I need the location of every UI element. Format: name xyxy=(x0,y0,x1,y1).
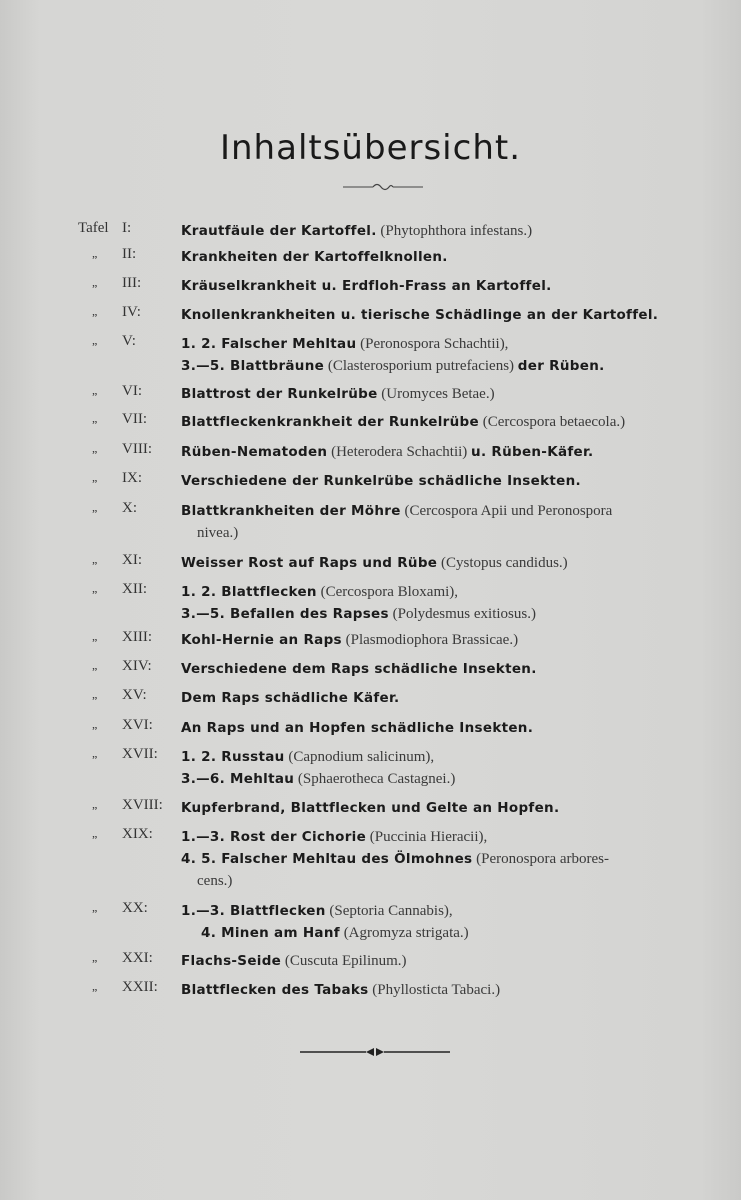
species-text: (Capnodium salicinum), xyxy=(284,749,435,765)
plate-number: XXII: xyxy=(122,979,158,995)
plate-number: IX: xyxy=(122,470,142,486)
subject-text: Verschiedene dem Raps schädliche Insekten. xyxy=(181,661,537,677)
subject-text: der Rüben. xyxy=(517,358,605,374)
description-line xyxy=(181,333,701,355)
subject-text: 3.—5. Blattbräune xyxy=(181,358,325,374)
plate-prefix: „ xyxy=(92,470,98,484)
plate-description xyxy=(181,275,701,297)
plate-number: VI: xyxy=(122,383,142,399)
description-line xyxy=(181,411,701,433)
description-line xyxy=(181,950,701,972)
plate-number: XVII: xyxy=(122,746,158,762)
subject-text: Kräuselkrankheit u. Erdfloh-Frass an Kartoffel. xyxy=(181,278,552,294)
subject-text: 1. 2. Russtau xyxy=(181,749,285,765)
species-text: (Uromyces Betae.) xyxy=(377,386,495,402)
subject-text: Rüben-Nematoden xyxy=(181,444,328,460)
plate-description xyxy=(181,470,701,492)
subject-text: Blattkrankheiten der Möhre xyxy=(181,503,401,519)
species-text: (Clasterosporium putrefaciens) xyxy=(324,358,518,374)
plate-description xyxy=(181,687,701,709)
subject-text: 4. 5. Falscher Mehltau des Ölmohnes xyxy=(181,851,473,867)
subject-text: 1.—3. Rost der Cichorie xyxy=(181,829,367,845)
description-line xyxy=(181,922,701,944)
plate-description xyxy=(181,900,701,944)
subject-text: Weisser Rost auf Raps und Rübe xyxy=(181,555,438,571)
plate-description xyxy=(181,246,701,268)
plate-number: XVIII: xyxy=(122,797,163,813)
description-line xyxy=(181,441,701,463)
plate-prefix: „ xyxy=(92,552,98,566)
plate-description xyxy=(181,979,701,1001)
subject-text: 1.—3. Blattflecken xyxy=(181,903,326,919)
plate-prefix: „ xyxy=(92,246,98,260)
plate-prefix: „ xyxy=(92,500,98,514)
subject-text: Krautfäule der Kartoffel. xyxy=(181,223,377,239)
ornament-bottom-divider xyxy=(300,1046,450,1058)
species-text: (Phytophthora infestans.) xyxy=(376,223,533,239)
description-line xyxy=(181,500,701,522)
description-line xyxy=(181,687,701,709)
plate-number: X: xyxy=(122,500,137,516)
description-line xyxy=(181,768,701,790)
description-line xyxy=(181,900,701,922)
plate-number: VII: xyxy=(122,411,147,427)
description-line xyxy=(181,848,701,870)
species-text: (Peronospora arbores- xyxy=(472,851,610,867)
plate-number: XIX: xyxy=(122,826,153,842)
species-text: cens.) xyxy=(197,873,233,889)
subject-text: u. Rüben-Käfer. xyxy=(471,444,594,460)
subject-text: Kupferbrand, Blattflecken und Gelte an Hopfen. xyxy=(181,800,560,816)
species-text: (Septoria Cannabis), xyxy=(325,903,453,919)
plate-prefix: „ xyxy=(92,383,98,397)
subject-text: Blattrost der Runkelrübe xyxy=(181,386,378,402)
plate-prefix: „ xyxy=(92,333,98,347)
plate-description xyxy=(181,950,701,972)
species-text: (Cercospora betaecola.) xyxy=(478,414,626,430)
plate-description xyxy=(181,220,701,242)
plate-prefix: „ xyxy=(92,717,98,731)
subject-text: Knollenkrankheiten u. tierische Schädlinge an der Kartoffel. xyxy=(181,307,659,323)
species-text: (Phyllosticta Tabaci.) xyxy=(368,982,501,998)
page-title: Inhaltsübersicht. xyxy=(219,128,522,168)
description-line xyxy=(181,717,701,739)
plate-prefix: Tafel xyxy=(78,220,109,236)
species-text: (Agromyza strigata.) xyxy=(339,925,469,941)
plate-prefix: „ xyxy=(92,411,98,425)
plate-prefix: „ xyxy=(92,304,98,318)
plate-number: III: xyxy=(122,275,142,291)
description-line xyxy=(181,581,701,603)
plate-number: XIII: xyxy=(122,629,152,645)
description-line xyxy=(181,246,701,268)
description-line xyxy=(181,603,701,625)
plate-number: XVI: xyxy=(122,717,153,733)
plate-description xyxy=(181,717,701,739)
plate-description xyxy=(181,797,701,819)
plate-prefix: „ xyxy=(92,275,98,289)
plate-prefix: „ xyxy=(92,441,98,455)
description-line xyxy=(181,826,701,848)
description-line xyxy=(181,383,701,405)
description-line xyxy=(181,797,701,819)
species-text: (Plasmodiophora Brassicae.) xyxy=(341,632,519,648)
description-line xyxy=(181,275,701,297)
species-text: (Polydesmus exitiosus.) xyxy=(388,606,536,622)
species-text: (Puccinia Hieracii), xyxy=(366,829,488,845)
subject-text: 4. Minen am Hanf xyxy=(201,925,340,941)
species-text: (Cercospora Apii und Peronospora xyxy=(400,503,613,519)
subject-text: Flachs-Seide xyxy=(181,953,282,969)
description-line xyxy=(181,470,701,492)
plate-description xyxy=(181,746,701,790)
description-line xyxy=(181,658,701,680)
species-text: (Sphaerotheca Castagnei.) xyxy=(294,771,456,787)
plate-number: XIV: xyxy=(122,658,152,674)
plate-number: XXI: xyxy=(122,950,153,966)
subject-text: 3.—5. Befallen des Rapses xyxy=(181,606,389,622)
description-line xyxy=(181,979,701,1001)
subject-text: 3.—6. Mehltau xyxy=(181,771,295,787)
subject-text: Dem Raps schädliche Käfer. xyxy=(181,690,400,706)
plate-number: II: xyxy=(122,246,137,262)
plate-prefix: „ xyxy=(92,687,98,701)
plate-description xyxy=(181,552,701,574)
description-line xyxy=(181,522,701,544)
plate-description xyxy=(181,826,701,892)
description-line xyxy=(181,552,701,574)
description-line xyxy=(181,355,701,377)
description-line xyxy=(181,746,701,768)
species-text: (Peronospora Schachtii), xyxy=(356,336,509,352)
subject-text: Kohl-Hernie an Raps xyxy=(181,632,342,648)
description-line xyxy=(181,304,701,326)
plate-prefix: „ xyxy=(92,581,98,595)
plate-description xyxy=(181,441,701,463)
plate-number: XII: xyxy=(122,581,147,597)
plate-number: IV: xyxy=(122,304,141,320)
subject-text: 1. 2. Falscher Mehltau xyxy=(181,336,357,352)
plate-prefix: „ xyxy=(92,797,98,811)
description-line xyxy=(181,629,701,651)
subject-text: Blattfleckenkrankheit der Runkelrübe xyxy=(181,414,479,430)
subject-text: 1. 2. Blattflecken xyxy=(181,584,317,600)
description-line xyxy=(181,870,701,892)
species-text: (Cuscuta Epilinum.) xyxy=(281,953,407,969)
subject-text: An Raps und an Hopfen schädliche Insekten. xyxy=(181,720,534,736)
plate-number: V: xyxy=(122,333,136,349)
plate-description xyxy=(181,333,701,377)
plate-prefix: „ xyxy=(92,658,98,672)
plate-description xyxy=(181,629,701,651)
plate-prefix: „ xyxy=(92,746,98,760)
plate-number: VIII: xyxy=(122,441,152,457)
plate-description xyxy=(181,500,701,544)
subject-text: Krankheiten der Kartoffelknollen. xyxy=(181,249,448,265)
plate-prefix: „ xyxy=(92,950,98,964)
plate-description xyxy=(181,658,701,680)
plate-description xyxy=(181,304,701,326)
plate-prefix: „ xyxy=(92,629,98,643)
species-text: nivea.) xyxy=(197,525,239,541)
species-text: (Cystopus candidus.) xyxy=(437,555,568,571)
plate-number: I: xyxy=(122,220,132,236)
subject-text: Verschiedene der Runkelrübe schädliche Insekten. xyxy=(181,473,581,489)
ornament-top-divider xyxy=(343,180,423,194)
plate-number: XI: xyxy=(122,552,142,568)
plate-description xyxy=(181,581,701,625)
plate-prefix: „ xyxy=(92,900,98,914)
subject-text: Blattflecken des Tabaks xyxy=(181,982,369,998)
species-text: (Cercospora Bloxami), xyxy=(316,584,459,600)
plate-number: XV: xyxy=(122,687,147,703)
plate-prefix: „ xyxy=(92,826,98,840)
plate-description xyxy=(181,411,701,433)
species-text: (Heterodera Schachtii) xyxy=(327,444,472,460)
plate-number: XX: xyxy=(122,900,148,916)
plate-description xyxy=(181,383,701,405)
description-line xyxy=(181,220,701,242)
plate-prefix: „ xyxy=(92,979,98,993)
